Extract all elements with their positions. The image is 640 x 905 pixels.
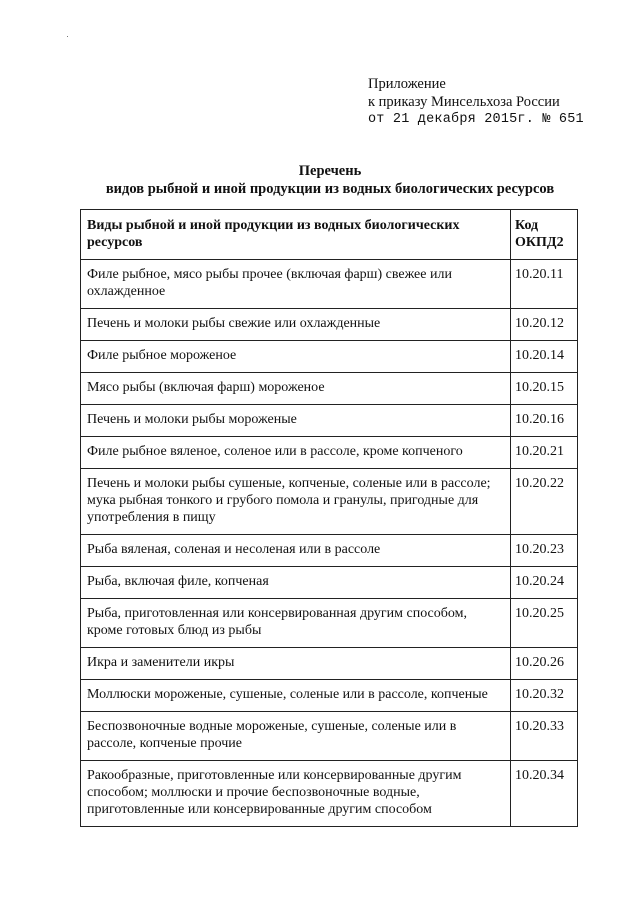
- title-line-2: видов рыбной и иной продукции из водных биологических ресурсов: [105, 181, 555, 197]
- product-name-cell: Рыба вяленая, соленая и несоленая или в рассоле: [81, 535, 511, 567]
- table-row: [81, 469, 578, 535]
- table-row: [81, 712, 578, 761]
- scan-speck: [67, 36, 68, 37]
- product-name-cell: Икра и заменители икры: [81, 648, 511, 680]
- product-name-cell: Ракообразные, приготовленные или консервированные другим способом; моллюски и прочие беспозвоночные водные, приготовленные или консервированные другим способом: [81, 761, 511, 827]
- table-row: [81, 599, 578, 648]
- product-name-cell: Моллюски мороженые, сушеные, соленые или в рассоле, копченые: [81, 680, 511, 712]
- okpd2-code-cell: 10.20.14: [511, 341, 578, 373]
- okpd2-code-cell: 10.20.34: [511, 761, 578, 827]
- products-table: [80, 209, 578, 827]
- header-code: Код ОКПД2: [511, 210, 578, 260]
- table-row: [81, 341, 578, 373]
- table-row: [81, 373, 578, 405]
- table-row: [81, 309, 578, 341]
- header-name: Виды рыбной и иной продукции из водных биологических ресурсов: [81, 210, 511, 260]
- product-name-cell: Печень и молоки рыбы мороженые: [81, 405, 511, 437]
- appendix-order-ref: к приказу Минсельхоза России: [368, 94, 560, 110]
- product-name-cell: Печень и молоки рыбы сушеные, копченые, соленые или в рассоле; мука рыбная тонкого и грубого помола и гранулы, пригодные для употребления в пищу: [81, 469, 511, 535]
- okpd2-code-cell: 10.20.26: [511, 648, 578, 680]
- okpd2-code-cell: 10.20.21: [511, 437, 578, 469]
- table-row: [81, 405, 578, 437]
- okpd2-code-cell: 10.20.11: [511, 260, 578, 309]
- table-row: [81, 437, 578, 469]
- appendix-date-number: от 21 декабря 2015г. № 651: [368, 112, 584, 127]
- okpd2-code-cell: 10.20.15: [511, 373, 578, 405]
- product-name-cell: Филе рыбное мороженое: [81, 341, 511, 373]
- table-header-row: [81, 210, 578, 260]
- table-row: [81, 567, 578, 599]
- okpd2-code-cell: 10.20.23: [511, 535, 578, 567]
- table-row: [81, 648, 578, 680]
- product-name-cell: Беспозвоночные водные мороженые, сушеные, соленые или в рассоле, копченые прочие: [81, 712, 511, 761]
- table-body: [81, 260, 578, 827]
- okpd2-code-cell: 10.20.33: [511, 712, 578, 761]
- product-name-cell: Филе рыбное, мясо рыбы прочее (включая фарш) свежее или охлажденное: [81, 260, 511, 309]
- okpd2-code-cell: 10.20.32: [511, 680, 578, 712]
- okpd2-code-cell: 10.20.22: [511, 469, 578, 535]
- okpd2-code-cell: 10.20.12: [511, 309, 578, 341]
- product-name-cell: Печень и молоки рыбы свежие или охлажденные: [81, 309, 511, 341]
- okpd2-code-cell: 10.20.24: [511, 567, 578, 599]
- table-row: [81, 761, 578, 827]
- appendix-block: [368, 75, 584, 129]
- product-name-cell: Филе рыбное вяленое, соленое или в рассоле, кроме копченого: [81, 437, 511, 469]
- okpd2-code-cell: 10.20.25: [511, 599, 578, 648]
- table-row: [81, 260, 578, 309]
- product-name-cell: Рыба, включая филе, копченая: [81, 567, 511, 599]
- product-name-cell: Мясо рыбы (включая фарш) мороженое: [81, 373, 511, 405]
- table-row: [81, 680, 578, 712]
- okpd2-code-cell: 10.20.16: [511, 405, 578, 437]
- title-line-1: Перечень: [298, 163, 362, 179]
- table-row: [81, 535, 578, 567]
- document-title: [80, 162, 580, 198]
- appendix-label: Приложение: [368, 76, 446, 92]
- product-name-cell: Рыба, приготовленная или консервированная другим способом, кроме готовых блюд из рыбы: [81, 599, 511, 648]
